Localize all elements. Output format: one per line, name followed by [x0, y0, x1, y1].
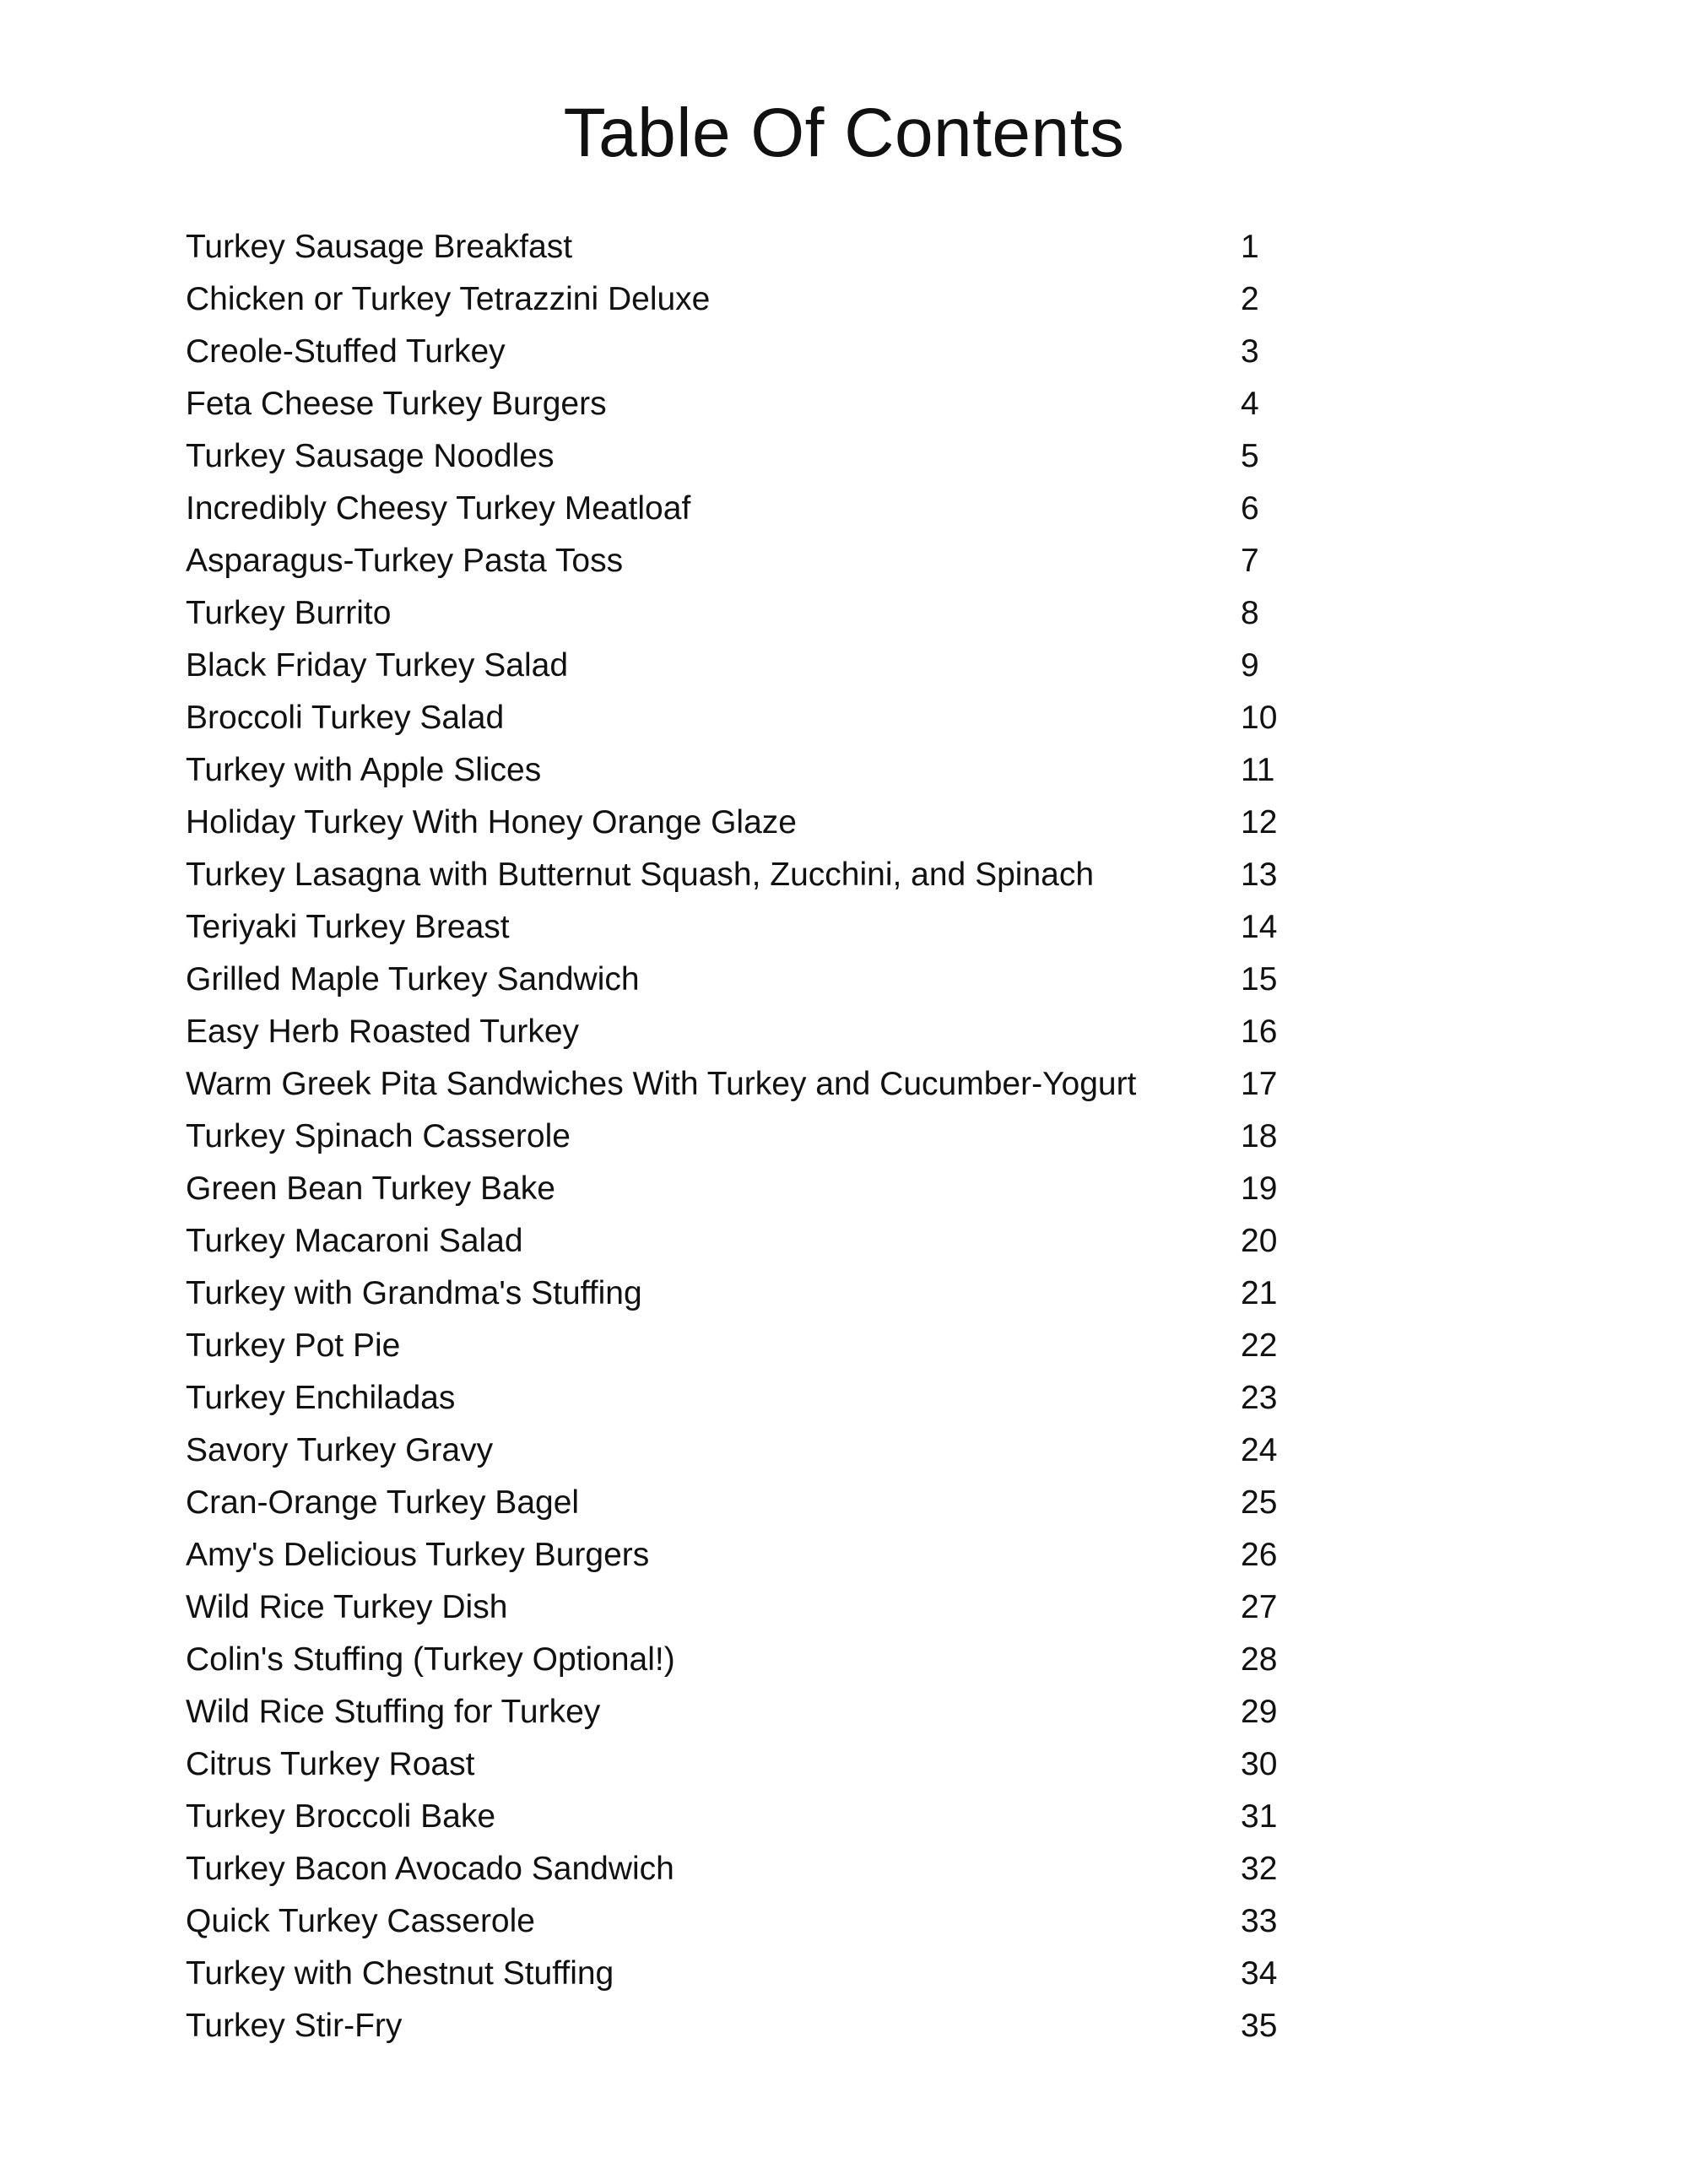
- toc-entry-page-number: 3: [1241, 333, 1259, 370]
- toc-entry-title: Holiday Turkey With Honey Orange Glaze: [186, 804, 797, 841]
- toc-entry-title: Turkey Enchiladas: [186, 1380, 456, 1416]
- toc-entry: [0, 1424, 1688, 1477]
- toc-entry-title: Wild Rice Turkey Dish: [186, 1589, 508, 1625]
- toc-entry: [0, 744, 1688, 797]
- toc-entry-page-number: 15: [1241, 961, 1278, 997]
- toc-entry: [0, 273, 1688, 326]
- toc-entry: [0, 1058, 1688, 1111]
- toc-entry-title: Turkey with Chestnut Stuffing: [186, 1955, 614, 1992]
- toc-entry-page-number: 13: [1241, 857, 1278, 893]
- toc-entry-page-number: 14: [1241, 909, 1278, 945]
- toc-entry-page-number: 7: [1241, 543, 1259, 579]
- toc-entry-page-number: 20: [1241, 1223, 1278, 1259]
- toc-entry: [0, 1529, 1688, 1581]
- toc-entry-title: Turkey with Apple Slices: [186, 752, 542, 788]
- toc-entry: [0, 1686, 1688, 1738]
- toc-entry-page-number: 8: [1241, 595, 1259, 631]
- toc-entry: [0, 1320, 1688, 1372]
- toc-entry: [0, 1843, 1688, 1895]
- toc-entry: [0, 849, 1688, 901]
- toc-entry: [0, 535, 1688, 587]
- toc-entry-title: Amy's Delicious Turkey Burgers: [186, 1537, 650, 1573]
- toc-entry-title: Chicken or Turkey Tetrazzini Deluxe: [186, 281, 711, 317]
- toc-entry: [0, 1791, 1688, 1843]
- toc-entry-title: Turkey Spinach Casserole: [186, 1118, 571, 1154]
- toc-entry: [0, 1895, 1688, 1948]
- toc-entry-page-number: 31: [1241, 1798, 1278, 1835]
- toc-entry-title: Grilled Maple Turkey Sandwich: [186, 961, 640, 997]
- toc-entry-page-number: 9: [1241, 647, 1259, 684]
- toc-entry-page-number: 24: [1241, 1432, 1278, 1468]
- toc-entry-title: Incredibly Cheesy Turkey Meatloaf: [186, 490, 691, 527]
- toc-entry: [0, 1372, 1688, 1424]
- toc-entry-title: Green Bean Turkey Bake: [186, 1170, 555, 1207]
- toc-entry-page-number: 1: [1241, 229, 1259, 265]
- toc-entry-page-number: 33: [1241, 1903, 1278, 1939]
- toc-entry-title: Warm Greek Pita Sandwiches With Turkey and Cucumber-Yogurt: [186, 1066, 1137, 1102]
- toc-entry: [0, 1738, 1688, 1791]
- toc-entry: [0, 954, 1688, 1006]
- toc-entry: [0, 1006, 1688, 1058]
- toc-entry: [0, 430, 1688, 483]
- toc-entry-title: Feta Cheese Turkey Burgers: [186, 386, 607, 422]
- toc-entry-title: Turkey Broccoli Bake: [186, 1798, 496, 1835]
- toc-entry-page-number: 32: [1241, 1851, 1278, 1887]
- toc-entry-page-number: 27: [1241, 1589, 1278, 1625]
- toc-entry-title: Creole-Stuffed Turkey: [186, 333, 506, 370]
- toc-entry: [0, 1215, 1688, 1268]
- toc-entry-title: Turkey Sausage Noodles: [186, 438, 555, 474]
- toc-entry: [0, 640, 1688, 692]
- toc-entry-title: Quick Turkey Casserole: [186, 1903, 535, 1939]
- toc-entry-page-number: 12: [1241, 804, 1278, 841]
- toc-entry-page-number: 5: [1241, 438, 1259, 474]
- toc-entry-title: Turkey Lasagna with Butternut Squash, Zucchini, and Spinach: [186, 857, 1095, 893]
- toc-entry-title: Colin's Stuffing (Turkey Optional!): [186, 1641, 675, 1678]
- toc-entry: [0, 1634, 1688, 1686]
- toc-entry-page-number: 30: [1241, 1746, 1278, 1782]
- toc-entry-title: Turkey Bacon Avocado Sandwich: [186, 1851, 674, 1887]
- toc-entry: [0, 797, 1688, 849]
- toc-entry-page-number: 16: [1241, 1014, 1278, 1050]
- toc-entry-page-number: 28: [1241, 1641, 1278, 1678]
- toc-entry-page-number: 2: [1241, 281, 1259, 317]
- toc-entry: [0, 587, 1688, 640]
- toc-entry: [0, 221, 1688, 273]
- toc-entry-title: Savory Turkey Gravy: [186, 1432, 494, 1468]
- toc-entry-title: Easy Herb Roasted Turkey: [186, 1014, 580, 1050]
- toc-entry-page-number: 4: [1241, 386, 1259, 422]
- toc-entry-page-number: 17: [1241, 1066, 1278, 1102]
- toc-entry-title: Wild Rice Stuffing for Turkey: [186, 1694, 601, 1730]
- toc-entry: [0, 692, 1688, 744]
- toc-entry-page-number: 19: [1241, 1170, 1278, 1207]
- toc-entry-page-number: 21: [1241, 1275, 1278, 1311]
- toc-entry-title: Turkey Pot Pie: [186, 1327, 401, 1364]
- toc-entry-page-number: 22: [1241, 1327, 1278, 1364]
- toc-entry: [0, 2000, 1688, 2052]
- toc-entry: [0, 1268, 1688, 1320]
- toc-entry-title: Turkey Macaroni Salad: [186, 1223, 523, 1259]
- toc-entry-page-number: 34: [1241, 1955, 1278, 1992]
- toc-entry-page-number: 11: [1241, 752, 1275, 788]
- toc-entry-page-number: 18: [1241, 1118, 1278, 1154]
- toc-entry-page-number: 23: [1241, 1380, 1278, 1416]
- toc-entry-page-number: 10: [1241, 700, 1278, 736]
- toc-entry-page-number: 29: [1241, 1694, 1278, 1730]
- toc-entry-title: Turkey Stir-Fry: [186, 2008, 403, 2044]
- toc-entry-page-number: 6: [1241, 490, 1259, 527]
- toc-list: [0, 221, 1688, 2052]
- toc-entry: [0, 901, 1688, 954]
- toc-entry-title: Broccoli Turkey Salad: [186, 700, 505, 736]
- toc-entry: [0, 1581, 1688, 1634]
- toc-entry: [0, 378, 1688, 430]
- toc-entry-page-number: 26: [1241, 1537, 1278, 1573]
- toc-entry: [0, 483, 1688, 535]
- toc-entry-title: Citrus Turkey Roast: [186, 1746, 475, 1782]
- toc-entry-title: Turkey Burrito: [186, 595, 392, 631]
- toc-entry-title: Black Friday Turkey Salad: [186, 647, 569, 684]
- page-title: Table Of Contents: [563, 95, 1125, 171]
- toc-entry-title: Teriyaki Turkey Breast: [186, 909, 510, 945]
- toc-entry: [0, 326, 1688, 378]
- toc-entry: [0, 1163, 1688, 1215]
- toc-entry-title: Asparagus-Turkey Pasta Toss: [186, 543, 624, 579]
- toc-entry-title: Cran-Orange Turkey Bagel: [186, 1484, 580, 1521]
- toc-entry: [0, 1948, 1688, 2000]
- toc-entry-page-number: 25: [1241, 1484, 1278, 1521]
- toc-entry: [0, 1111, 1688, 1163]
- toc-entry-title: Turkey Sausage Breakfast: [186, 229, 573, 265]
- toc-entry-page-number: 35: [1241, 2008, 1278, 2044]
- toc-entry-title: Turkey with Grandma's Stuffing: [186, 1275, 642, 1311]
- toc-entry: [0, 1477, 1688, 1529]
